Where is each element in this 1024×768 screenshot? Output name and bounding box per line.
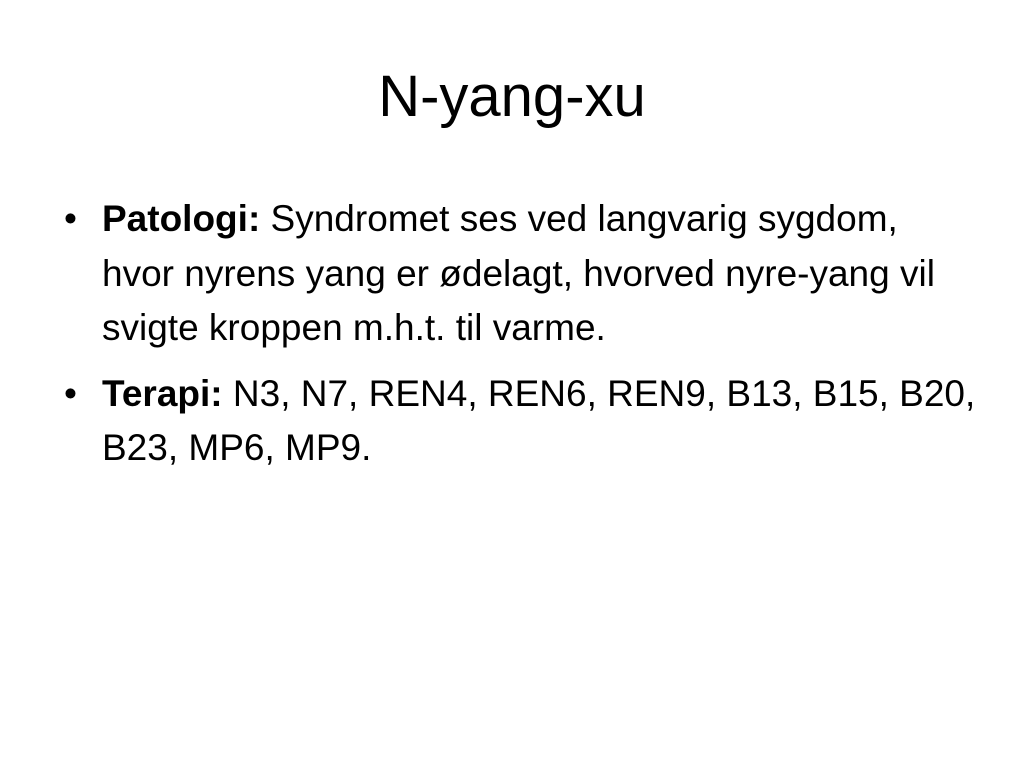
slide-title: N-yang-xu [378,64,646,129]
bullet-item-terapi [58,367,978,476]
bullet-text-terapi: N3, N7, REN4, REN6, REN9, B13, B15, B20, B23, MP6, MP9. [102,372,976,468]
bullet-marker: • [64,198,77,239]
bullet-text-patologi: Syndromet ses ved langvarig sygdom, hvor nyrens yang er ødelagt, hvorved nyre-yang vil svigte kroppen m.h.t. til varme. [102,198,935,348]
bullet-label-terapi: Terapi: [102,372,223,414]
bullet-list [58,192,978,487]
bullet-item-patologi [58,192,978,356]
bullet-marker: • [64,372,77,414]
bullet-label-patologi: Patologi: [102,198,261,239]
